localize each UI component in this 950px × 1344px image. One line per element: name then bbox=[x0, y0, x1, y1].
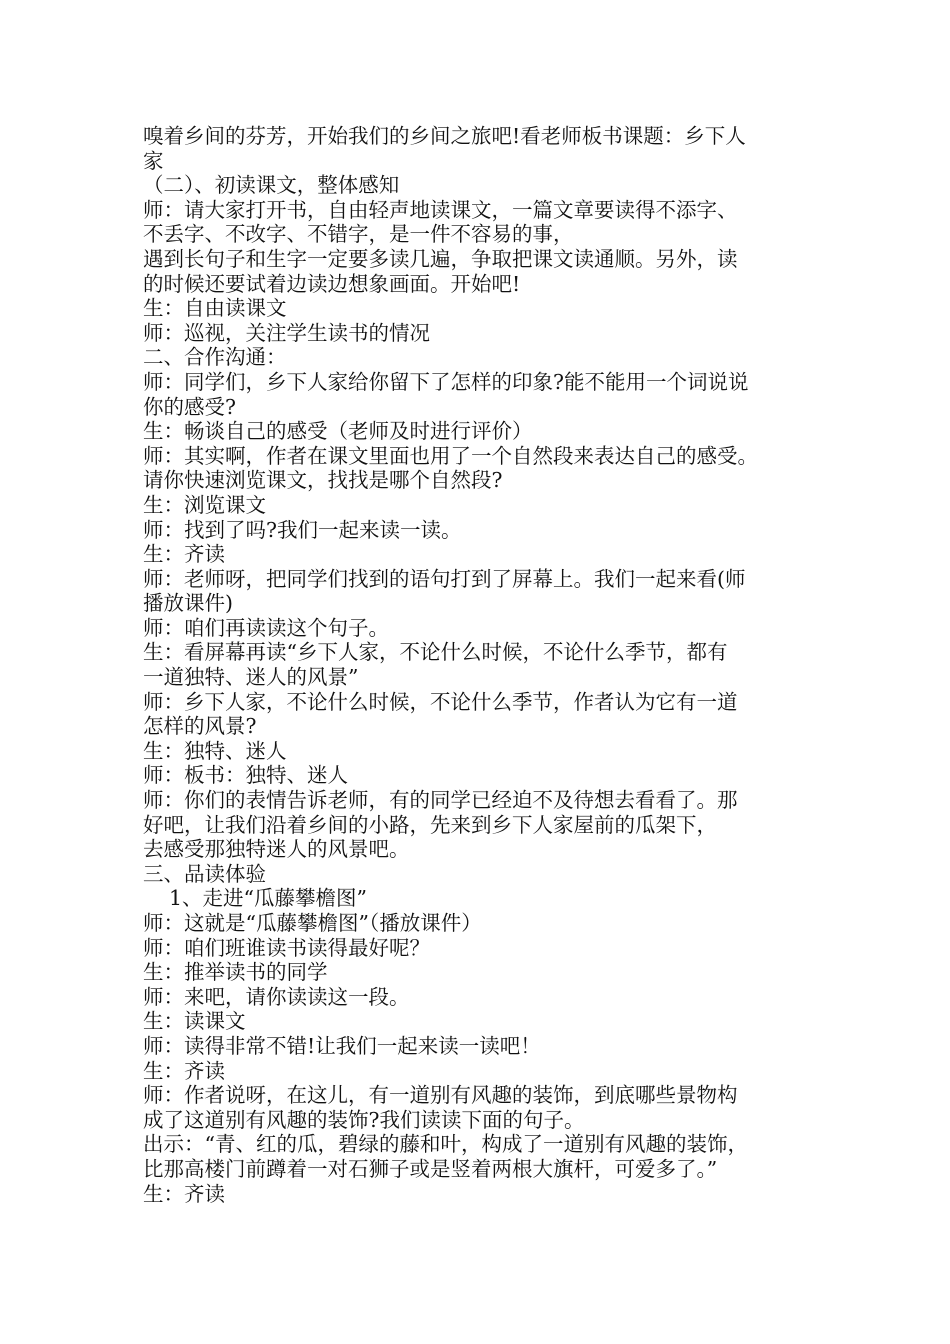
text-line: 师：老师呀，把同学们找到的语句打到了屏幕上。我们一起来看(师 bbox=[143, 566, 746, 591]
subsection-heading: 1、走进“瓜藤攀檐图” bbox=[169, 886, 368, 911]
text-line: 师：作者说呀，在这儿，有一道别有风趣的装饰，到底哪些景物构 bbox=[143, 1083, 738, 1108]
text-line: 生：读课文 bbox=[143, 1009, 246, 1034]
text-line: 师：你们的表情告诉老师，有的同学已经迫不及待想去看看了。那 bbox=[143, 788, 738, 813]
text-line: 师：来吧，请你读读这一段。 bbox=[143, 984, 410, 1009]
section-heading: （二）、初读课文，整体感知 bbox=[143, 173, 400, 198]
text-line: 怎样的风景? bbox=[143, 714, 257, 739]
text-line: 师：这就是“瓜藤攀檐图”（播放课件） bbox=[143, 911, 482, 935]
text-line: 生：独特、迷人 bbox=[143, 738, 287, 763]
text-line: 播放课件) bbox=[143, 591, 233, 616]
text-line: 师：咱们再读读这个句子。 bbox=[143, 615, 389, 640]
text-line: 师：其实啊，作者在课文里面也用了一个自然段来表达自己的感受。 bbox=[143, 443, 758, 468]
text-line: 生：自由读课文 bbox=[143, 296, 287, 321]
text-line: 去感受那独特迷人的风景吧。 bbox=[143, 837, 410, 862]
text-line: 生：齐读 bbox=[143, 1181, 225, 1206]
text-line: 生：畅谈自己的感受（老师及时进行评价） bbox=[143, 419, 533, 444]
text-line: 师：找到了吗?我们一起来读一读。 bbox=[143, 517, 462, 542]
text-line: 你的感受? bbox=[143, 394, 236, 419]
text-line: 一道独特、迷人的风景” bbox=[143, 665, 359, 690]
text-line: 师：同学们，乡下人家给你留下了怎样的印象?能不能用一个词说说 bbox=[143, 369, 749, 394]
text-line: 家 bbox=[143, 148, 164, 173]
text-line: 遇到长句子和生字一定要多读几遍，争取把课文读通顺。另外，读 bbox=[143, 246, 738, 271]
text-line: 成了这道别有风趣的装饰?我们读读下面的句子。 bbox=[143, 1107, 585, 1132]
text-line: 的时候还要试着边读边想象画面。开始吧! bbox=[143, 271, 521, 296]
text-line: 生：齐读 bbox=[143, 1058, 225, 1083]
section-heading: 三、品读体验 bbox=[143, 861, 266, 886]
text-line: 生：齐读 bbox=[143, 542, 225, 567]
text-line: 嗅着乡间的芬芳，开始我们的乡间之旅吧!看老师板书课题：乡下人 bbox=[143, 124, 746, 148]
text-line: 师：巡视，关注学生读书的情况 bbox=[143, 320, 430, 345]
text-line: 生：看屏幕再读“乡下人家，不论什么时候，不论什么季节，都有 bbox=[143, 640, 728, 665]
text-line: 生：浏览课文 bbox=[143, 492, 266, 517]
text-line: 出示：“青、红的瓜，碧绿的藤和叶，构成了一道别有风趣的装饰， bbox=[143, 1132, 748, 1157]
text-line: 请你快速浏览课文，找找是哪个自然段? bbox=[143, 468, 503, 493]
section-heading: 二、合作沟通： bbox=[143, 345, 287, 370]
text-line: 师：咱们班谁读书读得最好呢？ bbox=[143, 935, 430, 960]
text-line: 师：读得非常不错!让我们一起来读一读吧！ bbox=[143, 1033, 541, 1058]
text-line: 生：推举读书的同学 bbox=[143, 960, 328, 985]
text-line: 师：乡下人家，不论什么时候，不论什么季节，作者认为它有一道 bbox=[143, 689, 738, 714]
document-body bbox=[143, 124, 823, 1206]
text-line: 师：板书：独特、迷人 bbox=[143, 763, 348, 788]
text-line: 不丢字、不改字、不错字，是一件不容易的事， bbox=[143, 222, 574, 247]
text-line: 比那高楼门前蹲着一对石狮子或是竖着两根大旗杆，可爱多了。” bbox=[143, 1156, 718, 1181]
text-line: 好吧，让我们沿着乡间的小路，先来到乡下人家屋前的瓜架下， bbox=[143, 812, 717, 837]
text-line: 师：请大家打开书，自由轻声地读课文，一篇文章要读得不添字、 bbox=[143, 197, 738, 222]
